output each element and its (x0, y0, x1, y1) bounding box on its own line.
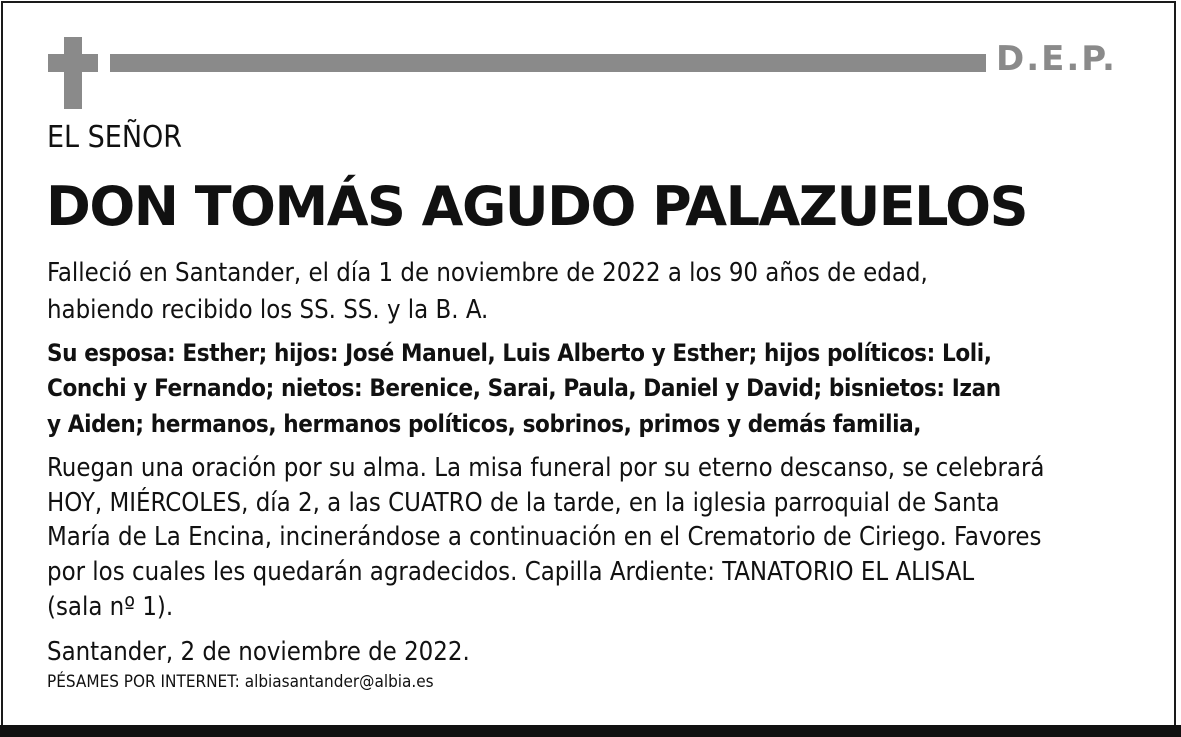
cross-icon (64, 37, 82, 109)
death-line: habiendo recibido los SS. SS. y la B. A. (47, 295, 489, 325)
death-line: Falleció en Santander, el día 1 de noviembre de 2022 a los 90 años de edad, (47, 258, 928, 288)
place-date: Santander, 2 de noviembre de 2022. (47, 637, 470, 667)
funeral-line: por los cuales les quedarán agradecidos. Capilla Ardiente: TANATORIO EL ALISAL (47, 557, 975, 587)
funeral-line: HOY, MIÉRCOLES, día 2, a las CUATRO de la tarde, en la iglesia parroquial de Santa (47, 488, 1000, 518)
condolences-line: PÉSAMES POR INTERNET: albiasantander@albia.es (47, 672, 434, 692)
funeral-line: María de La Encina, incinerándose a continuación en el Crematorio de Ciriego. Favores (47, 522, 1042, 552)
funeral-line: Ruegan una oración por su alma. La misa funeral por su eterno descanso, se celebrará (47, 453, 1045, 483)
header-rule (110, 54, 986, 72)
family-line: Su esposa: Esther; hijos: José Manuel, Luis Alberto y Esther; hijos políticos: Loli, (47, 339, 992, 367)
bottom-bar (0, 725, 1181, 737)
dep-label: D.E.P. (996, 39, 1117, 79)
deceased-name: DON TOMÁS AGUDO PALAZUELOS (46, 175, 1027, 238)
family-line: Conchi y Fernando; nietos: Berenice, Sarai, Paula, Daniel y David; bisnietos: Izan (47, 374, 1001, 402)
cross-icon-bar (48, 54, 98, 72)
honorific: EL SEÑOR (47, 120, 183, 155)
funeral-line: (sala nº 1). (47, 592, 174, 622)
family-line: y Aiden; hermanos, hermanos políticos, sobrinos, primos y demás familia, (47, 410, 922, 438)
